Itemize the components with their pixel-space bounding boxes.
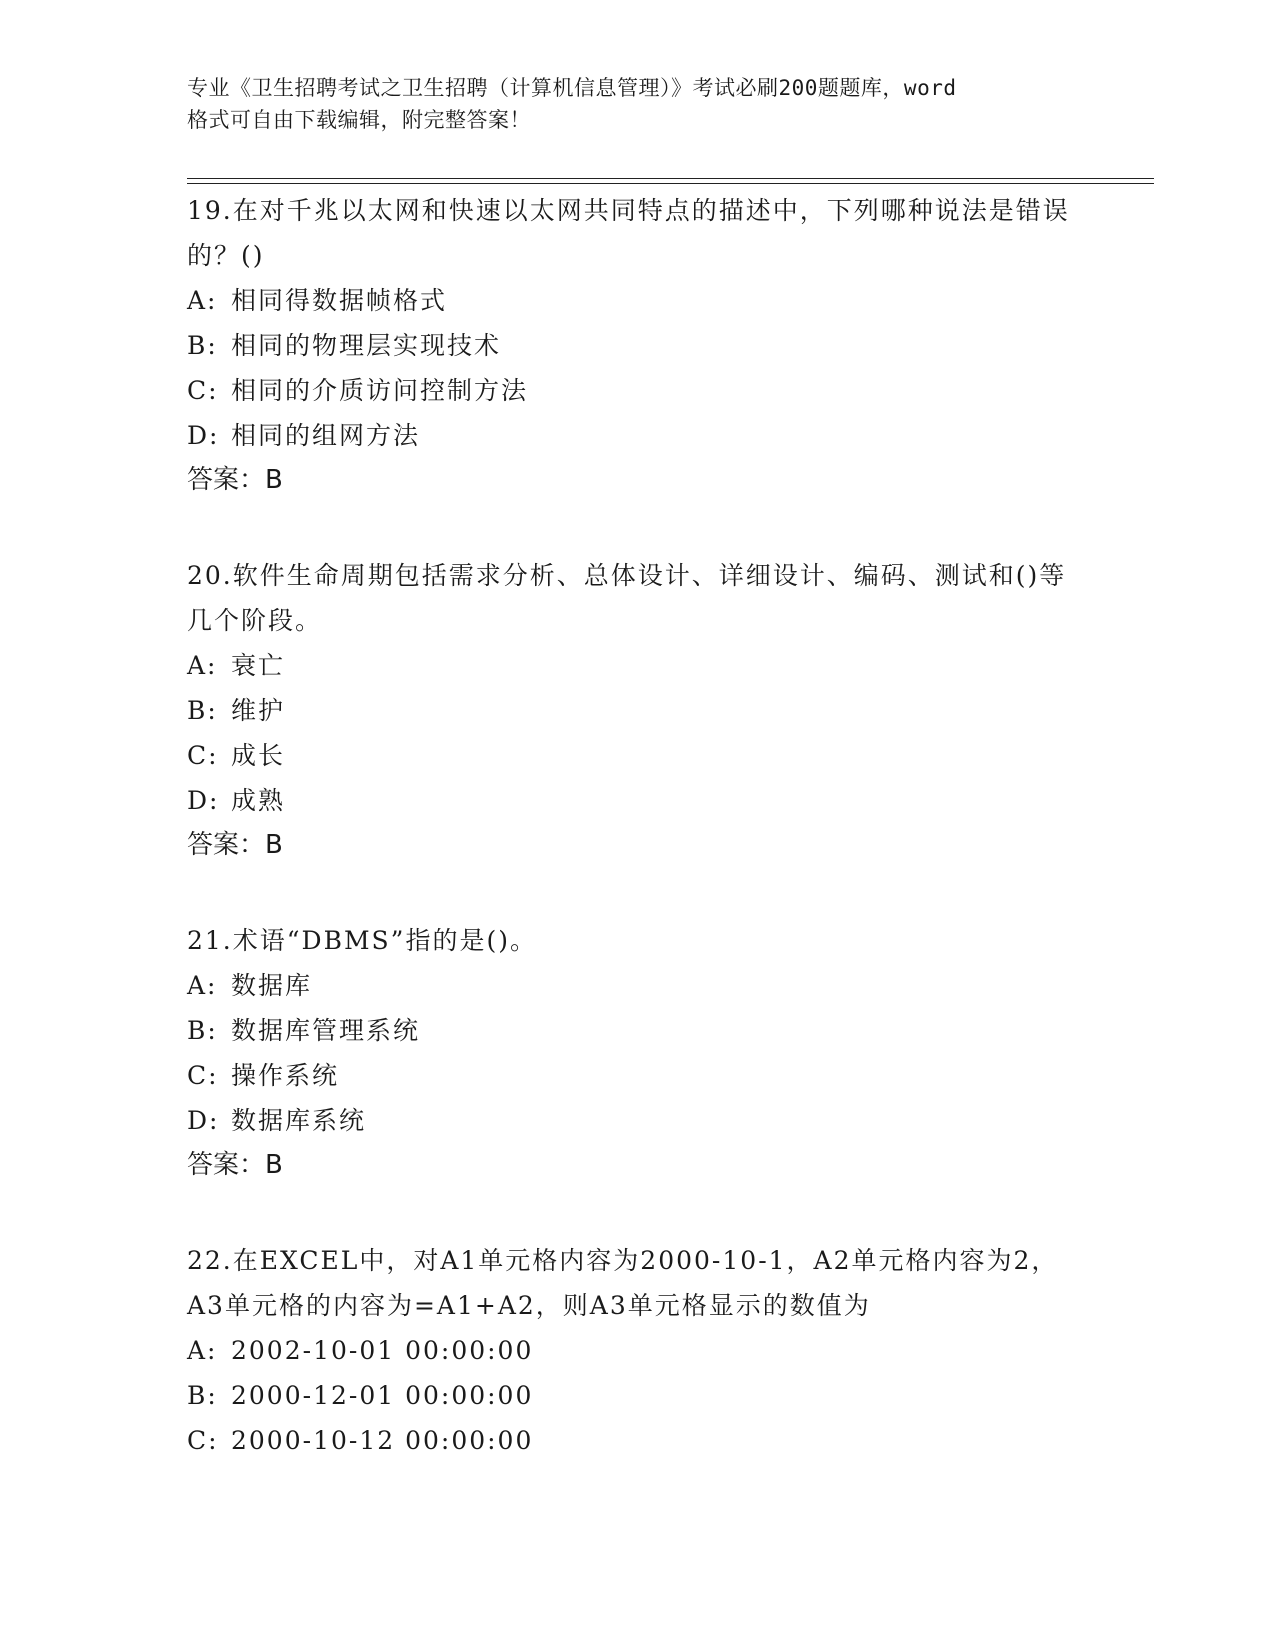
option-c — [187, 368, 1087, 413]
option-a — [187, 1328, 1087, 1373]
option-text: 2000-10-12 00:00:00 — [231, 1426, 534, 1455]
option-c — [187, 733, 1087, 778]
option-key: C: — [187, 1426, 219, 1455]
option-key: D: — [187, 421, 220, 450]
option-key: D: — [187, 786, 220, 815]
question-20 — [187, 553, 1087, 868]
option-key: C: — [187, 741, 219, 770]
answer: 答案：B — [187, 465, 283, 495]
option-text: 2000-12-01 00:00:00 — [231, 1381, 534, 1410]
option-c — [187, 1418, 1087, 1463]
option-text: 维护 — [231, 696, 286, 725]
option-key: B: — [187, 331, 218, 360]
option-text: 数据库系统 — [231, 1106, 367, 1135]
question-stem: 22.在EXCEL中，对A1单元格内容为2000-10-1，A2单元格内容为2，A3单元格的内容为=A1+A2，则A3单元格显示的数值为 — [187, 1246, 1059, 1320]
option-text: 成长 — [231, 741, 286, 770]
header-divider-top — [187, 178, 1154, 179]
option-key: A: — [187, 651, 218, 680]
option-text: 操作系统 — [231, 1061, 340, 1090]
header-divider-bottom — [187, 183, 1154, 184]
option-d — [187, 1098, 1087, 1143]
option-text: 相同得数据帧格式 — [231, 286, 448, 315]
option-b — [187, 1373, 1087, 1418]
option-key: C: — [187, 1061, 219, 1090]
question-22 — [187, 1238, 1087, 1463]
option-text: 衰亡 — [231, 651, 286, 680]
option-key: B: — [187, 1381, 218, 1410]
option-c — [187, 1053, 1087, 1098]
question-stem: 21.术语“DBMS”指的是()。 — [187, 926, 537, 955]
question-19 — [187, 188, 1087, 503]
header-line-1: 专业《卫生招聘考试之卫生招聘（计算机信息管理）》考试必刷200题题库，word — [187, 76, 957, 100]
header-line-2: 格式可自由下载编辑，附完整答案！ — [187, 108, 531, 132]
option-d — [187, 778, 1087, 823]
option-key: D: — [187, 1106, 220, 1135]
option-text: 数据库管理系统 — [231, 1016, 421, 1045]
option-b — [187, 1008, 1087, 1053]
option-key: A: — [187, 1336, 218, 1365]
option-d — [187, 413, 1087, 458]
option-text: 成熟 — [231, 786, 286, 815]
question-stem: 20.软件生命周期包括需求分析、总体设计、详细设计、编码、测试和()等几个阶段。 — [187, 561, 1067, 635]
option-key: B: — [187, 1016, 218, 1045]
answer: 答案：B — [187, 830, 283, 860]
option-a — [187, 963, 1087, 1008]
question-21 — [187, 918, 1087, 1188]
option-b — [187, 688, 1087, 733]
option-text: 相同的组网方法 — [231, 421, 421, 450]
question-stem: 19.在对千兆以太网和快速以太网共同特点的描述中，下列哪种说法是错误的？() — [187, 196, 1070, 270]
option-key: B: — [187, 696, 218, 725]
option-text: 相同的物理层实现技术 — [231, 331, 502, 360]
option-key: C: — [187, 376, 219, 405]
option-key: A: — [187, 286, 218, 315]
option-text: 2002-10-01 00:00:00 — [231, 1336, 534, 1365]
option-a — [187, 278, 1087, 323]
option-text: 数据库 — [231, 971, 313, 1000]
answer: 答案：B — [187, 1150, 283, 1180]
option-a — [187, 643, 1087, 688]
document-header — [187, 72, 1087, 136]
option-b — [187, 323, 1087, 368]
option-text: 相同的介质访问控制方法 — [231, 376, 529, 405]
option-key: A: — [187, 971, 218, 1000]
